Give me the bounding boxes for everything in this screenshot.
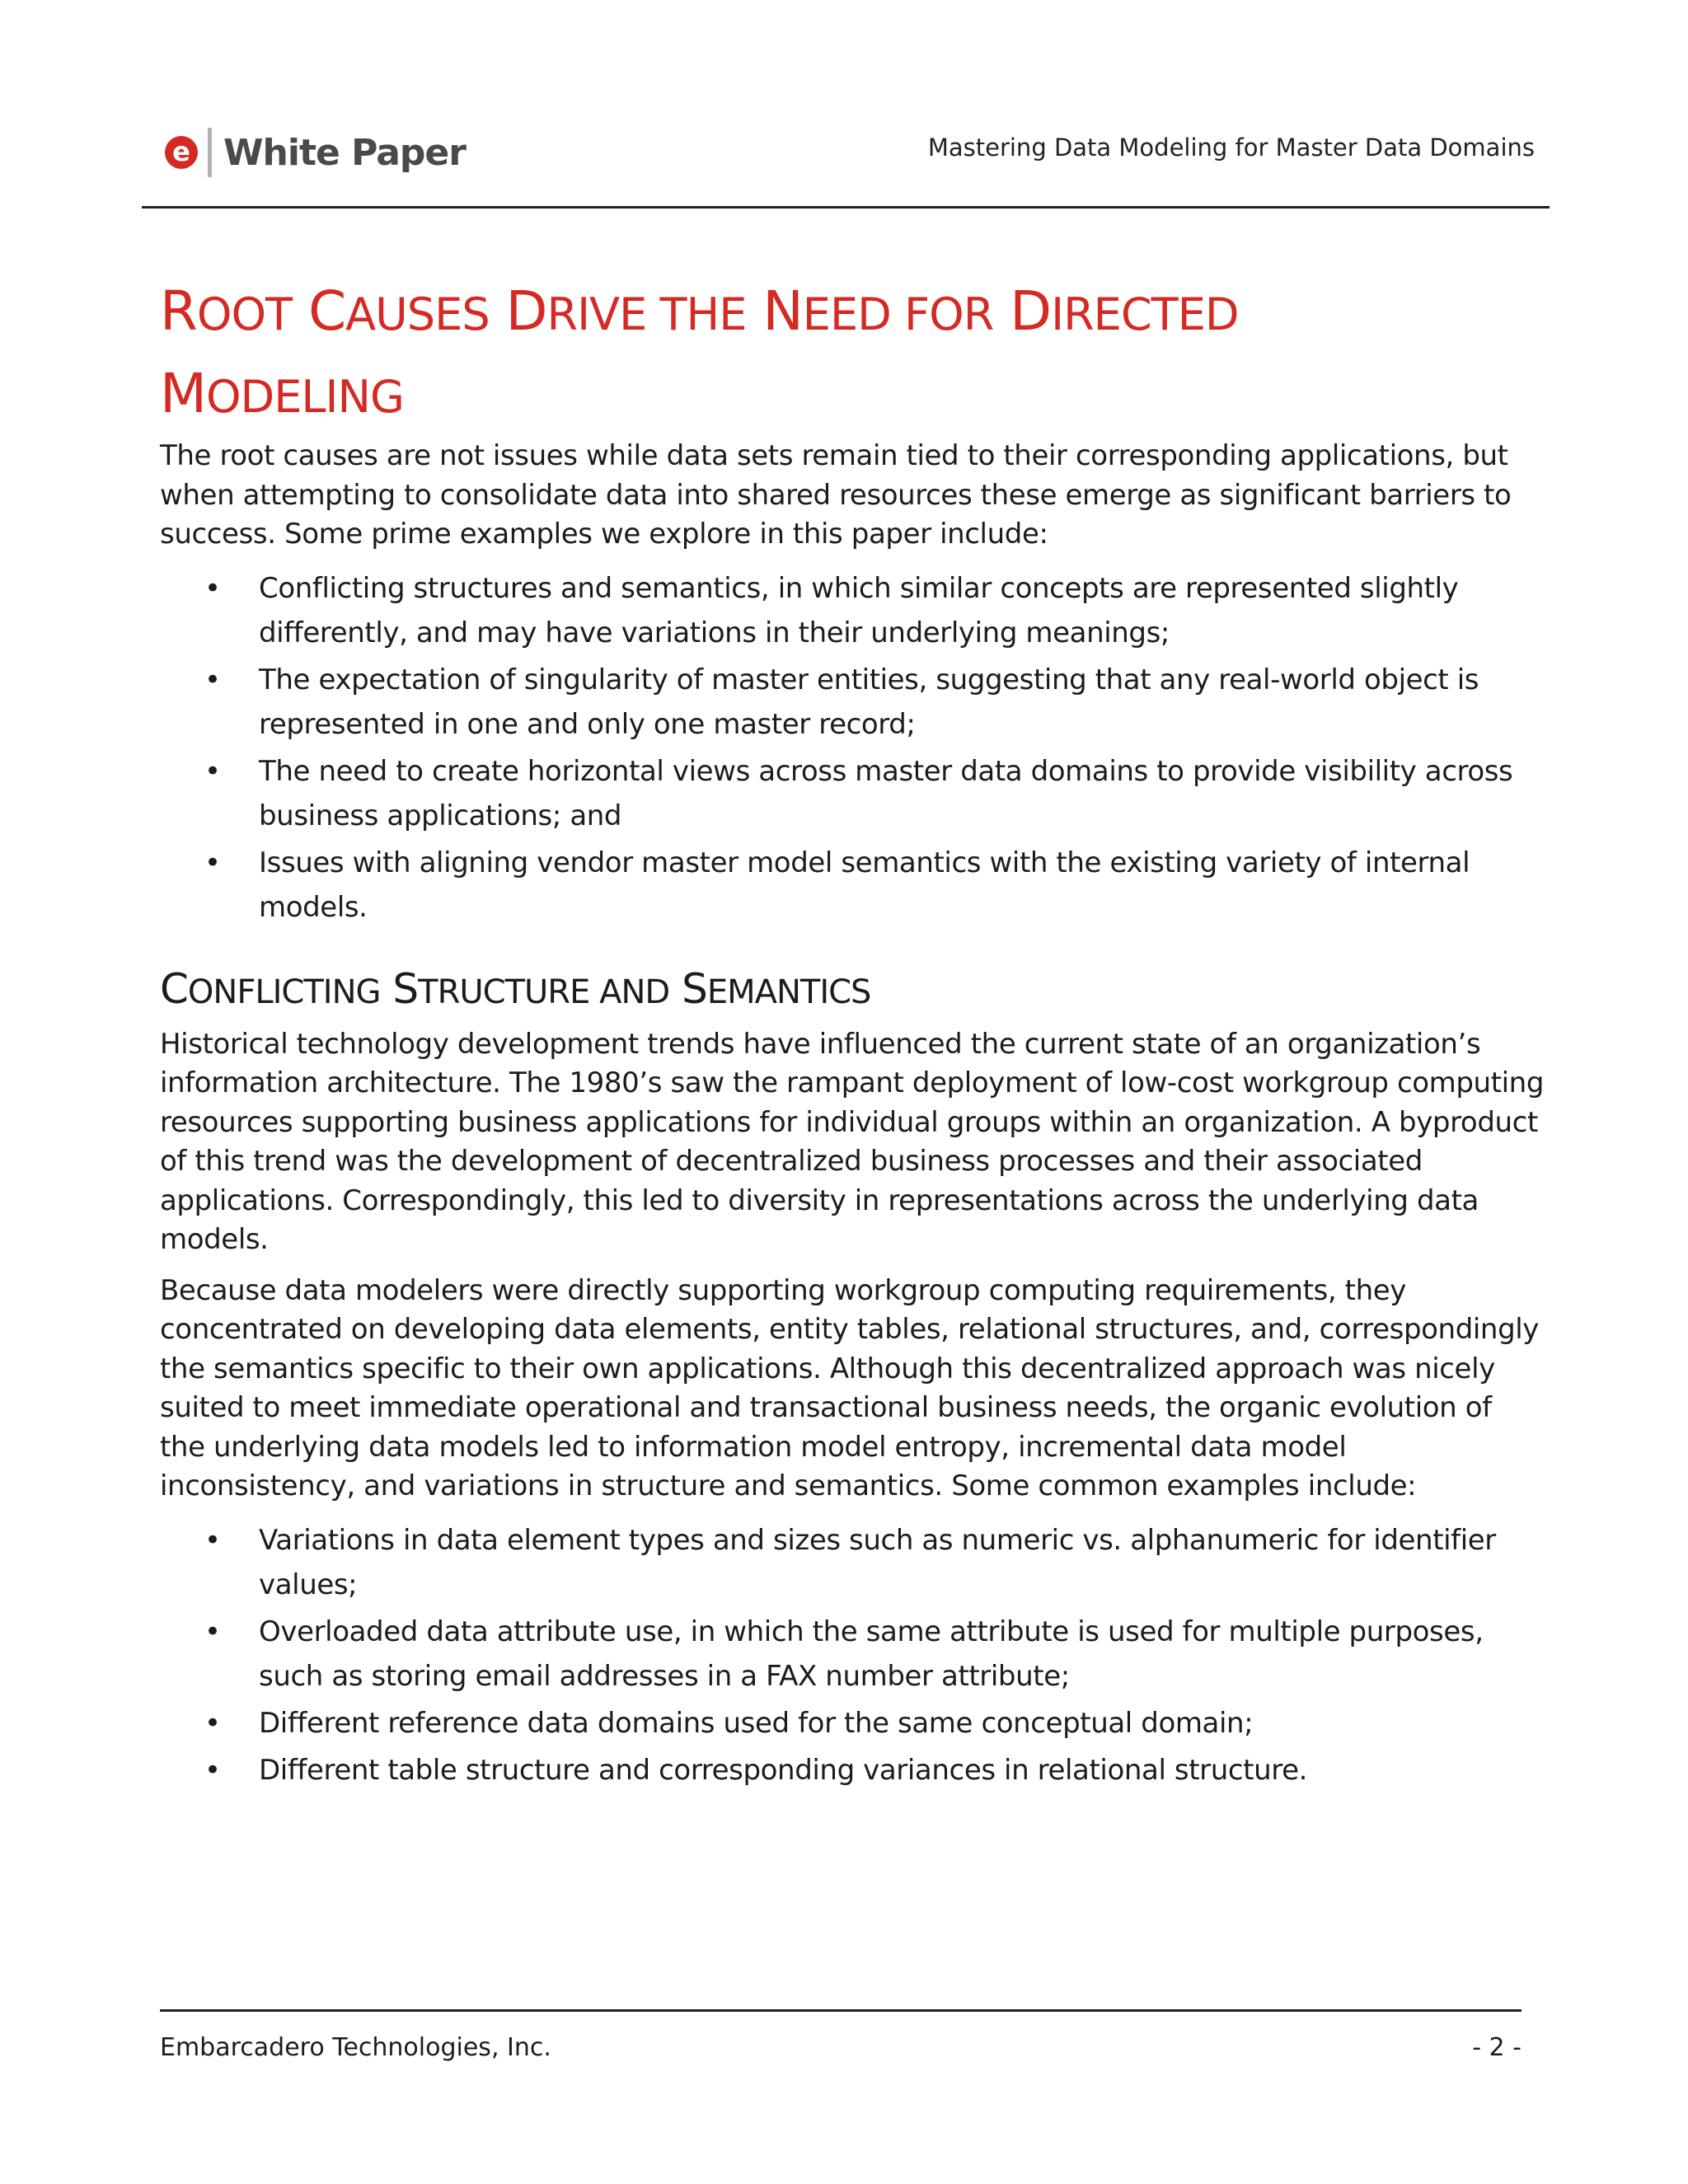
page-footer [160,2009,1522,2062]
root-causes-list [160,566,1545,930]
logo [165,124,466,181]
intro-paragraph: The root causes are not issues while data sets remain tied to their corresponding applications, but when attempting to consolidate data into shared resources these emerge as significant barriers to success. Some prime examples we explore in this paper include: [160,439,1512,551]
footer-company: Embarcadero Technologies, Inc. [160,2033,551,2062]
logo-divider [208,128,212,177]
body-paragraph: Because data modelers were directly supporting workgroup computing requirements, they concentrated on developing data elements, entity tables, relational structures, and, correspondingly the semantics specific to their own applications. Although this decentralized approach was nicely suited to meet immediate operational and transactional business needs, the organic evolution of the underlying data models led to information model entropy, incremental data model inconsistency, and variations in structure and semantics. Some common examples include: [160,1273,1540,1502]
page-content [160,272,1545,1795]
list-item: • Different table structure and corresponding variances in relational structure. [160,1748,1545,1793]
list-item: • Different reference data domains used for the same conceptual domain; [160,1701,1545,1746]
section-heading-conflicting-structure: CONFLICTING STRUCTURE AND SEMANTICS [160,964,871,1013]
body-paragraph: Historical technology development trends have influenced the current state of an organization’s information architecture. The 1980’s saw the rampant deployment of low-cost workgroup computing resources supporting business applications for individual groups within an organization. A byproduct of this trend was the development of decentralized business processes and their associated applications. Correspondingly, this led to diversity in representations across the underlying data models. [160,1027,1545,1256]
logo-text: White Paper [223,131,466,174]
page-number: - 2 - [1472,2033,1522,2062]
logo-e-icon: e [165,136,198,169]
list-item: • The need to create horizontal views across master data domains to provide visibility across business applications; and [160,749,1545,838]
page-header [142,115,1550,209]
section-heading-root-causes: ROOT CAUSES DRIVE THE NEED FOR DIRECTED MODELING [160,279,1239,425]
document-title: Mastering Data Modeling for Master Data Domains [927,134,1535,162]
list-item: • Overloaded data attribute use, in which the same attribute is used for multiple purposes, such as storing email addresses in a FAX number attribute; [160,1610,1545,1699]
list-item: • Conflicting structures and semantics, in which similar concepts are represented slightly differently, and may have variations in their underlying meanings; [160,566,1545,655]
list-item: • The expectation of singularity of master entities, suggesting that any real-world object is represented in one and only one master record; [160,658,1545,747]
list-item: • Variations in data element types and sizes such as numeric vs. alphanumeric for identifier values; [160,1518,1545,1607]
examples-list [160,1518,1545,1793]
list-item: • Issues with aligning vendor master model semantics with the existing variety of internal models. [160,841,1545,930]
